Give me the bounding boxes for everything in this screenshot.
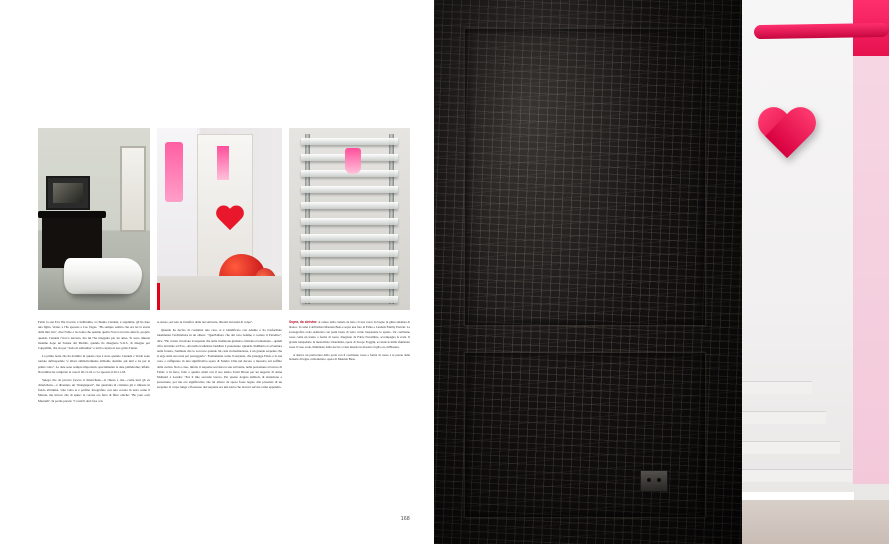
stair-step bbox=[742, 470, 852, 482]
glass-step bbox=[301, 202, 398, 209]
paragraph: Fabio la sua Eva l'ha trovata: è bellissima, si chiama Candela, è argentina, gli ha dato una figlia, Verde, e l'ha sposato a Las Vegas. "Ho sempre sentito che era lei la storia della mia vita", dice Fabio e racconta che quando quella l'avvca trovato anni fa, proprio quando Candela l'avvca lasciato, ma lui l'ha inseguita per un anno. Si sono rimessi insieme dopo un Salone del Mobile, quando ha disegnato S.O.S. di disegno per Cappellini, che sta per "isola di solitudine" e lei ha captato il suo grido d'aiuto. bbox=[38, 320, 150, 350]
glass-step bbox=[301, 250, 398, 257]
red-handrail bbox=[754, 23, 889, 39]
floor bbox=[742, 500, 889, 544]
glass-step bbox=[301, 138, 398, 145]
pink-pendant-lamp bbox=[217, 146, 229, 180]
glass-shelf-stack bbox=[301, 134, 398, 304]
corridor-illustration bbox=[157, 128, 282, 310]
glass-step bbox=[301, 266, 398, 273]
glass-step bbox=[301, 186, 398, 193]
bathroom-illustration bbox=[38, 128, 150, 310]
paragraph: Quando ha deciso di costruirsi una casa, si è identificato con Adamo e ha trasformato idealmente l'architettura in un albero: "Quell'albero che dal vero Adamo è costato il Paradiso", dice. "Ho voluto ricaricare il serpente che nella tradizione giudaico-cristiana è tentazione—quindi cifra del male ad Eva—ma nella tradizione buddista è protezione. Quando Siddharta si avventura nella foresta, l'animale che lo soccorre quando lui cade in meditazione, è un grande serpente che si erge sulla sua testa per proteggerlo". Esattamente come il serpente, che protegge Fabio e la sua casa, e raffigurato in una significativa opera di Sandro Chia nel decoro a mosaico sul soffitto della cucina. Non a caso, infatti, il serpente sovrasta la sua scrivania, nella postazione al lavoro di Fabio: è in ferro, fatto a quattro mani con il suo amico Tomi Dixon per un negozio di Anna Molinari a Londra: "Era il mio secondo lavoro. Per questo doppio simbolo di tentazione e protezione, per me era significativo che un albero da sposa fosse legato alla presenza di un serpente. Il corpo lungo e flessuoso del serpente era una barra che doveva servire come appendia- bbox=[157, 328, 282, 390]
photo-pink-corridor-heart bbox=[157, 128, 282, 310]
photo-row bbox=[38, 128, 410, 310]
page-number: 168 bbox=[400, 516, 410, 522]
stair-step bbox=[742, 412, 826, 424]
paragraph: La prima notte che ha dormito in questa casa è stato quando Candela e Verde sono tornate dall'ospedale "e allora simbolicamente abbiamo dormito qui tutti e tre per la prima volta". Le date sono sempre importanti, specialmente le date palindrome; infatti, Novembre ha comprato la casa il 20-11-02 e ci è sposato il 20-11-03. bbox=[38, 354, 150, 374]
text-column-2 bbox=[157, 320, 282, 393]
caption-body: al centro della camera da letto c'è una vasca da bagno in ghisa smaltata di bianco. Il comò è dell'artista Maarten Baas e sopra una foto di Fabio e Candela Family Portrait. La scenografica scala realizzata con piani lastre di vetro verde trasparente lo spazio. Un corrimano rosso come un nastro a forma di cuore, disegnato da Fabio Novembre, accompagna la scala. Il grande lampadario in metacrilato Chandelier, opera di Jacopo Foggini, accende le mille sfumature rosse il vaso scale, illuminato dalla doccia a vista inserita in mosaico foglia oro di Bisazza. bbox=[289, 320, 410, 349]
glass-step bbox=[301, 218, 398, 225]
right-page-photo bbox=[434, 0, 889, 544]
window bbox=[120, 146, 146, 232]
glass-step bbox=[301, 234, 398, 241]
left-page bbox=[0, 0, 434, 544]
glass-step bbox=[301, 282, 398, 289]
stair-interior bbox=[742, 0, 889, 544]
pink-lamp bbox=[165, 142, 183, 202]
paragraph: te stesso, sei solo tu l'artefice della tua salvezza, liberati dai sensi di colpa". bbox=[157, 320, 253, 324]
stair-step bbox=[742, 382, 812, 394]
heart-handrail-icon bbox=[215, 206, 245, 233]
heart-handrail-icon bbox=[756, 108, 818, 166]
text-column-1 bbox=[38, 320, 150, 407]
caption-paragraph bbox=[289, 320, 410, 350]
photo-vignette bbox=[434, 0, 742, 544]
caption-lead: Sopra, da sinistra: bbox=[289, 320, 318, 324]
glass-step bbox=[301, 296, 398, 303]
caption-column bbox=[289, 320, 410, 365]
photo-glass-shelving-stair bbox=[289, 128, 410, 310]
baseboard bbox=[742, 492, 854, 500]
photo-bathroom-clawfoot-tub bbox=[38, 128, 150, 310]
glass-stair-illustration bbox=[289, 128, 410, 310]
paragraph: Spiega che da piccolo faceva il chierichetto—il chiesa e che—come tutti gli ex chierichetto—è diventato un "mangiapreti", ma qualcuna di cristiano gli è rimasto in fondo all'anima. Una volta si è perfino fotografato con una corona in testa come il Messia, ma invece che di spine: la corona era fatta di fibre ottiche: "Be your own Messiah". In poche parole: "I conti li devi fare con bbox=[38, 377, 150, 403]
red-accent-bar bbox=[157, 283, 160, 310]
framed-artwork bbox=[46, 176, 90, 210]
charred-wood-door bbox=[434, 0, 742, 544]
caption-paragraph-secondary: A destra: un particolare della porta con il corrimano rosso a forma di cuore e la parete della boiserie di legno carbonizzato, opera di Maarten Baas. bbox=[289, 352, 410, 362]
floor bbox=[157, 276, 282, 310]
stair-step bbox=[742, 442, 840, 454]
floor-shadow bbox=[38, 270, 150, 310]
pink-vase bbox=[345, 148, 361, 174]
